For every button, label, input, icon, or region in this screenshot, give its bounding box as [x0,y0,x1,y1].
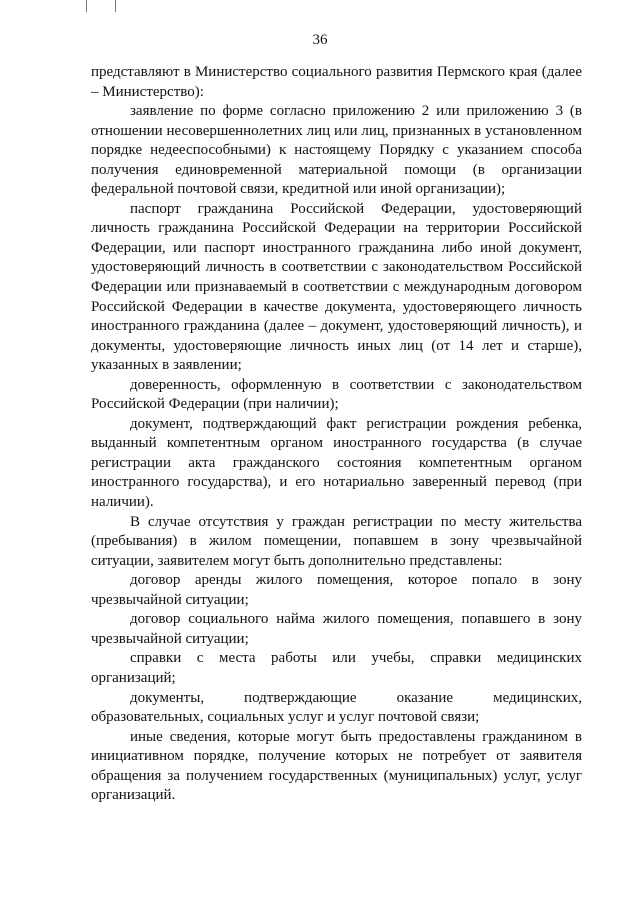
paragraph-service-documents: документы, подтверждающие оказание медицинских, образовательных, социальных услуг и услуг почтовой связи; [91,689,582,726]
paragraph-certificates: справки с места работы или учебы, справки медицинских организаций; [91,650,582,686]
paragraph-lease-agreement: договор аренды жилого помещения, которое попало в зону чрезвычайной ситуации; [91,572,582,608]
paragraph-submission-intro: представляют в Министерство социального развития Пермского края (далее – Министерство): [91,64,582,100]
paragraph-social-tenancy: договор социального найма жилого помещения, попавшего в зону чрезвычайной ситуации; [91,611,582,647]
scan-edge-mark-right [115,0,116,12]
paragraph-application-form: заявление по форме согласно приложению 2 или приложению 3 (в отношении несовершеннолетних лиц или лиц, признанных в установленном порядке недееспособными) к настоящему Порядку с указанием способа получения единовременной материальной помощи (в организации федеральной почтовой связи, кредитной или иной организации); [91,103,582,198]
paragraph-other-information: иные сведения, которые могут быть предоставлены гражданином в инициативном порядке, получение которых не потребует от заявителя обращения за получением государственных (муниципальных) услуг, услуг организаций. [91,728,582,804]
paragraph-passport: паспорт гражданина Российской Федерации, удостоверяющий личность гражданина Российской Федерации на территории Российской Федерации, или паспорт иностранного гражданина либо иной документ, удостоверяющий личность в соответствии с законодательством Российской Федерации или признаваемый в соответствии с международным договором Российской Федерации в качестве документа, удостоверяющего личность иностранного гражданина (далее – документ, удостоверяющий личность), и документы, удостоверяющие личность иных лиц (от 14 лет и старше), указанных в заявлении; [91,200,582,374]
paragraph-birth-registration: документ, подтверждающий факт регистрации рождения ребенка, выданный компетентным органом иностранного государства (в случае регистрации акта гражданского состояния компетентным органом иностранного государства), и его нотариально заверенный перевод (при наличии). [91,415,582,511]
page-number: 36 [312,32,328,48]
paragraph-no-registration-case: В случае отсутствия у граждан регистрации по месту жительства (пребывания) в жилом помещении, попавшем в зону чрезвычайной ситуации, заявителем могут быть дополнительно представлены: [91,513,582,569]
scan-edge-mark-left [86,0,87,12]
paragraph-power-of-attorney: доверенность, оформленную в соответствии с законодательством Российской Федерации (при наличии); [91,376,582,413]
document-body [91,63,582,806]
